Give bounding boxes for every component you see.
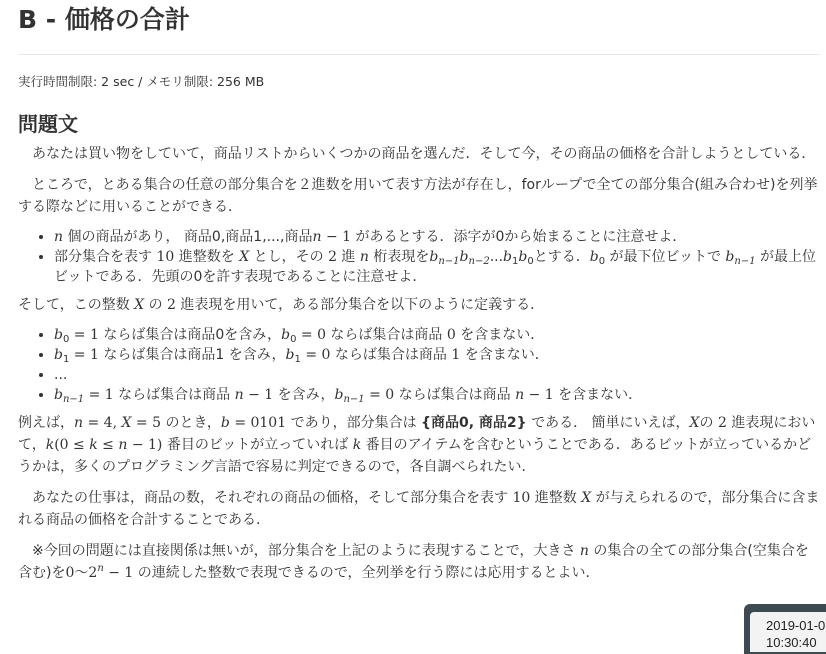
- list-item: • $b_1 = 1$ ならば集合は商品1 を含み，$b_1 = 0$ ならば集合は商品 1 を含まない．: [54, 345, 820, 365]
- list-item: • 部分集合を表す 10 進整数を X とし，その 2 進 n 桁表現を$b_{n-1}b_{n-2}...b_1b_0$とする．$b_0$ が最下位ビットで $b_{n-1}$ が最上位ビットである．先頭の0を許す表現であることに注意せよ．: [54, 247, 820, 287]
- section-heading-problem: 問題文: [18, 111, 78, 136]
- clock-widget: [744, 604, 826, 654]
- clock-time: 10:30:40: [766, 635, 817, 650]
- paragraph-intro: あなたは買い物をしていて，商品リストからいくつかの商品を選んだ．そして今，その商品の価格を合計しようとしている．: [18, 145, 816, 162]
- list-item: • $b_{n-1} = 1$ ならば集合は商品 n − 1 を含み，$b_{n-1} = 0$ ならば集合は商品 n − 1 を含まない．: [54, 385, 820, 405]
- item-list: [18, 227, 820, 287]
- paragraph-subset: ところで，とある集合の任意の部分集合を２進数を用いて表す方法が存在し，forループで全ての部分集合(組み合わせ)を列挙する際などに用いることができる．: [18, 176, 818, 215]
- page-title: B - 価格の合計: [18, 5, 190, 34]
- definition-list: [18, 325, 820, 405]
- paragraph-example: 例えば，n = 4, X = 5 のとき，b = 0101 であり，部分集合は {商品0, 商品2} である． 簡単にいえば，Xの 2 進表現において，k(0 ≤ k ≤ n − 1) 番目のビットが立っていれば k 番目のアイテムを含むということである．あるビットが立っているかどうかは，多くのプログラミング言語で容易に判定できるので，各自調べられたい．: [18, 414, 816, 475]
- paragraph-task: あなたの仕事は，商品の数，それぞれの商品の価格，そして部分集合を表す 10 進整数 X が与えられるので，部分集合に含まれる商品の価格を合計することである．: [18, 489, 820, 528]
- limits-text: 実行時間制限: 2 sec / メモリ制限: 256 MB: [18, 74, 265, 89]
- clock-date: 2019-01-0: [766, 618, 826, 633]
- clock-display: [750, 612, 826, 652]
- title-divider: [18, 54, 820, 55]
- problem-page: [18, 0, 820, 593]
- paragraph-definition: そして，この整数 X の 2 進表現を用いて，ある部分集合を以下のように定義する．: [18, 296, 545, 313]
- list-item: • $b_0 = 1$ ならば集合は商品0を含み，$b_0 = 0$ ならば集合は商品 0 を含まない．: [54, 325, 820, 345]
- list-item: • n 個の商品があり， 商品0,商品1,...,商品n − 1 があるとする．添字が0から始まることに注意せよ．: [54, 227, 820, 247]
- list-item: • ...: [54, 365, 820, 385]
- paragraph-note: ※今回の問題には直接関係は無いが，部分集合を上記のように表現することで，大きさ n の集合の全ての部分集合(空集合を含む)を0〜2$^n$ − 1 の連続した整数で表現できるので，全列挙を行う際には応用するとよい．: [18, 542, 809, 581]
